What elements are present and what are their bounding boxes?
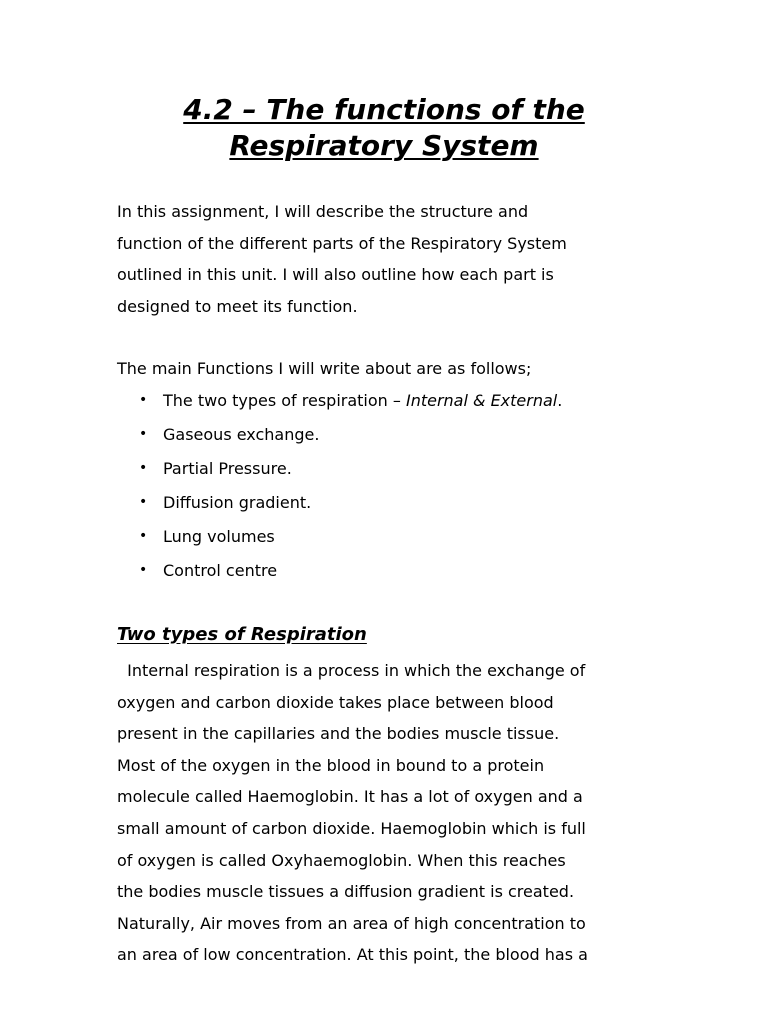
list-item — [117, 385, 662, 419]
functions-lead-text: The main Functions I will write about are as follows; — [117, 359, 532, 378]
paragraph-line: small amount of carbon dioxide. Haemoglobin which is full — [117, 818, 586, 838]
paragraph-line: present in the capillaries and the bodies muscle tissue. — [117, 724, 560, 744]
intro-paragraph — [117, 196, 662, 322]
list-item-text: Partial Pressure. — [163, 459, 292, 478]
intro-line: function of the different parts of the Respiratory System — [117, 233, 567, 253]
intro-line: outlined in this unit. I will also outline how each part is — [117, 265, 554, 285]
bullet-icon: • — [139, 426, 148, 442]
paragraph-line: Naturally, Air moves from an area of high concentration to — [117, 913, 586, 933]
bullet-icon: • — [139, 494, 148, 510]
list-item — [117, 419, 662, 453]
bullet-icon: • — [139, 392, 148, 408]
title-line-1: 4.2 – The functions of the — [183, 93, 585, 126]
intro-line: In this assignment, I will describe the structure and — [117, 202, 529, 221]
title-line-2: Respiratory System — [229, 129, 539, 162]
list-item — [117, 521, 662, 555]
paragraph-line: molecule called Haemoglobin. It has a lot of oxygen and a — [117, 787, 583, 807]
paragraph-line: an area of low concentration. At this point, the blood has a — [117, 945, 588, 965]
list-item-suffix: . — [557, 391, 563, 410]
list-item-text: Gaseous exchange. — [163, 425, 320, 444]
section-paragraph — [117, 655, 662, 971]
list-item-text: Diffusion gradient. — [163, 493, 312, 512]
paragraph-line: the bodies muscle tissues a diffusion gradient is created. — [117, 882, 575, 902]
intro-line: designed to meet its function. — [117, 296, 358, 316]
paragraph-line: Most of the oxygen in the blood in bound to a protein — [117, 755, 545, 775]
list-item-text: Control centre — [163, 561, 278, 580]
list-item — [117, 555, 662, 589]
section-heading: Two types of Respiration — [117, 624, 367, 645]
bullet-icon: • — [139, 528, 148, 544]
functions-list — [117, 385, 662, 589]
list-item-emphasis: Internal & External — [405, 391, 558, 410]
document-title — [0, 92, 768, 164]
paragraph-line: of oxygen is called Oxyhaemoglobin. When this reaches — [117, 850, 566, 870]
bullet-icon: • — [139, 562, 148, 578]
list-item — [117, 487, 662, 521]
bullet-icon: • — [139, 460, 148, 476]
list-item — [117, 453, 662, 487]
paragraph-line: oxygen and carbon dioxide takes place between blood — [117, 692, 554, 712]
list-item-text: The two types of respiration – — [163, 391, 406, 410]
list-item-text: Lung volumes — [163, 527, 275, 546]
paragraph-line: Internal respiration is a process in which the exchange of — [117, 661, 586, 680]
